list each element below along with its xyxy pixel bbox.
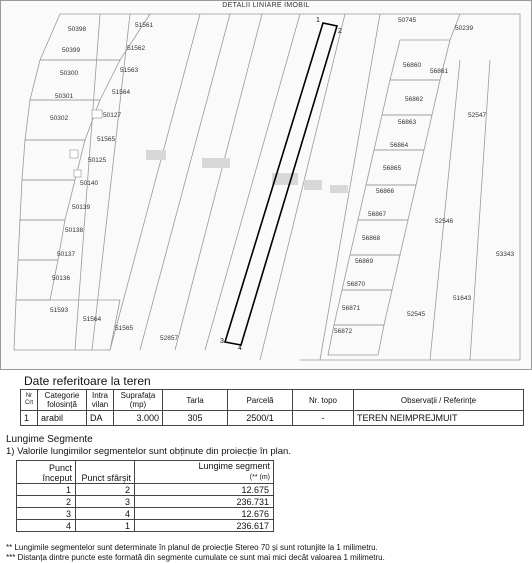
point-label: 3: [220, 338, 224, 345]
parcel-label: 51565: [115, 325, 134, 332]
parcel-label: 56863: [398, 119, 417, 126]
parcel-label: 50140: [80, 180, 99, 187]
col-length-label: Lungime segment: [198, 461, 270, 471]
cell-length: 236.731: [135, 496, 274, 508]
cell-length: 12.676: [135, 508, 274, 520]
table-row: [21, 411, 524, 426]
cell-end: 3: [76, 496, 135, 508]
table-row: [17, 508, 274, 520]
parcel-label: 56868: [362, 235, 381, 242]
parcel-label: 50127: [103, 112, 122, 119]
parcel-label: 51563: [120, 67, 139, 74]
cell-start: 1: [17, 484, 76, 496]
col-observatii: Observații / Referințe: [354, 390, 524, 411]
parcel-label: 50745: [398, 17, 417, 24]
map-title: DETALII LINIARE IMOBIL: [222, 2, 310, 9]
parcel-label: 50300: [60, 70, 79, 77]
cell-nr: 1: [21, 411, 38, 426]
cell-intravilan: DA: [87, 411, 114, 426]
cell-suprafata: 3.000: [114, 411, 163, 426]
parcel-label: 50398: [68, 26, 87, 33]
parcel-label: 56867: [368, 211, 387, 218]
parcel-label: 50136: [52, 275, 71, 282]
parcel-label: 52546: [435, 218, 454, 225]
footnote-distance: *** Distanța dintre puncte este formată din segmente cumulate ce sunt mai mici decât valoarea 1 milimetru.: [6, 553, 385, 562]
cell-length: 236.617: [135, 520, 274, 532]
cell-tarla: 305: [163, 411, 228, 426]
col-suprafata: Suprafața (mp): [114, 390, 163, 411]
parcel-label: 56861: [430, 68, 449, 75]
parcel-label: 51562: [127, 45, 146, 52]
parcel-label: 52545: [407, 311, 426, 318]
parcel-label: 56865: [383, 165, 402, 172]
footnote-rounding: ** Lungimile segmentelor sunt determinate în planul de proiecție Stereo 70 și sunt rotunjite la 1 milimetru.: [6, 543, 378, 552]
parcel-label: 56862: [405, 96, 424, 103]
table-row: [17, 496, 274, 508]
cell-start: 2: [17, 496, 76, 508]
parcel-label: 51561: [135, 22, 154, 29]
point-label: 1: [316, 17, 320, 24]
col-length-unit: (** (m): [249, 474, 270, 481]
table-header-row: [17, 461, 274, 484]
land-data-table: [20, 389, 524, 426]
point-label: 2: [338, 28, 342, 35]
parcel-label: 51643: [453, 295, 472, 302]
table-header-row: [21, 390, 524, 411]
point-label: 4: [238, 345, 242, 352]
land-data-title: Date referitoare la teren: [24, 374, 151, 388]
parcel-label: 50301: [55, 93, 74, 100]
col-topo: Nr. topo: [293, 390, 354, 411]
segments-title: Lungime Segmente: [6, 434, 93, 445]
col-end: [76, 461, 135, 484]
parcel-label: 56869: [355, 258, 374, 265]
cell-topo: -: [293, 411, 354, 426]
col-start-label: Punct început: [42, 463, 72, 483]
cell-start: 3: [17, 508, 76, 520]
col-end-label: Punct sfârșit: [81, 473, 131, 483]
segments-subtitle: 1) Valorile lungimilor segmentelor sunt obținute din proiecție în plan.: [6, 446, 291, 457]
cell-end: 1: [76, 520, 135, 532]
parcel-label: 56872: [334, 328, 353, 335]
parcel-label: 56860: [403, 62, 422, 69]
col-start: [17, 461, 76, 484]
parcel-label: 56870: [347, 281, 366, 288]
parcel-label: 52547: [468, 112, 487, 119]
col-parcela: Parcelă: [228, 390, 293, 411]
cell-start: 4: [17, 520, 76, 532]
col-length: [135, 461, 274, 484]
cell-categorie: arabil: [38, 411, 87, 426]
parcel-label: 50138: [65, 227, 84, 234]
parcel-label: 50139: [72, 204, 91, 211]
parcel-label: 56866: [376, 188, 395, 195]
parcel-label: 56864: [390, 142, 409, 149]
parcel-label: 51564: [83, 316, 102, 323]
cell-length: 12.675: [135, 484, 274, 496]
cell-end: 2: [76, 484, 135, 496]
parcel-label: 56871: [342, 305, 361, 312]
parcel-label: 52857: [160, 335, 179, 342]
col-nr: Nr Crt: [21, 390, 38, 411]
cell-parcela: 2500/1: [228, 411, 293, 426]
parcel-label: 50125: [88, 157, 107, 164]
col-tarla: Tarla: [163, 390, 228, 411]
parcel-label: 53343: [496, 251, 515, 258]
parcel-label: 51593: [50, 307, 69, 314]
segments-table: [16, 460, 274, 532]
col-intravilan: Intra vilan: [87, 390, 114, 411]
parcel-label: 51564: [112, 89, 131, 96]
col-categorie: Categorie folosință: [38, 390, 87, 411]
table-row: [17, 520, 274, 532]
table-row: [17, 484, 274, 496]
cell-end: 4: [76, 508, 135, 520]
parcel-label: 50137: [57, 251, 76, 258]
parcel-label: 50399: [62, 47, 81, 54]
cell-observatii: TEREN NEIMPREJMUIT: [354, 411, 524, 426]
parcel-label: 50239: [455, 25, 474, 32]
parcel-label: 50302: [50, 115, 69, 122]
parcel-label: 51565: [97, 136, 116, 143]
